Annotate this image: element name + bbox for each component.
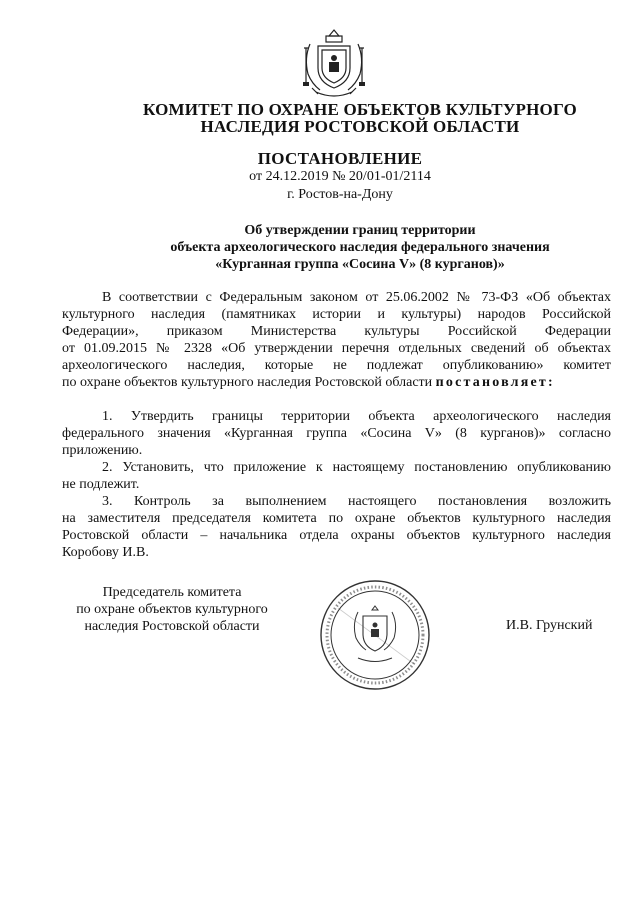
clause-2-line: 2. Установить, что приложение к настоящему постановлению опубликованию: [102, 460, 611, 475]
clause-3-line: 3. Контроль за выполнением настоящего постановления возложить: [102, 494, 611, 509]
clause-3-line: Ростовской области – начальника отдела охраны объектов культурного наследия: [62, 528, 611, 543]
preamble-line: Федерации», приказом Министерства культуры Российской Федерации: [62, 324, 611, 339]
preamble-last-line: [62, 374, 611, 391]
signer-position-line-3: наследия Ростовской области: [84, 619, 260, 634]
clause-3-line: на заместителя председателя комитета по охране объектов культурного наследия: [62, 511, 611, 526]
preamble-line: В соответствии с Федеральным законом от 25.06.2002 № 73-ФЗ «Об объектах: [102, 290, 611, 305]
clause-2-line: не подлежит.: [62, 477, 140, 492]
clause-3-line: Коробову И.В.: [62, 545, 149, 560]
subject-line-2: объекта археологического наследия федерального значения: [170, 240, 550, 255]
subject-line-3: «Курганная группа «Сосина V» (8 курганов)»: [215, 257, 505, 272]
preamble-line: археологического наследия, которые не подлежат опубликованию» комитет: [62, 358, 611, 373]
official-seal-icon: [318, 578, 432, 692]
coat-of-arms-icon: [296, 26, 372, 102]
clause-1-line: 1. Утвердить границы территории объекта археологического наследия: [102, 409, 611, 424]
decree-date-number: от 24.12.2019 № 20/01-01/2114: [249, 169, 431, 184]
subject-line-1: Об утверждении границ территории: [244, 223, 476, 238]
committee-name-line-1: КОМИТЕТ ПО ОХРАНЕ ОБЪЕКТОВ КУЛЬТУРНОГО: [143, 100, 577, 119]
preamble-line: от 01.09.2015 № 2328 «Об утверждении перечня отдельных сведений об объектах: [62, 341, 611, 356]
signer-position-line-2: по охране объектов культурного: [76, 602, 268, 617]
clause-1-line: федерального значения «Курганная группа «Сосина V» (8 курганов)» согласно: [62, 426, 611, 441]
decree-title: ПОСТАНОВЛЕНИЕ: [257, 149, 423, 168]
clause-1-line: приложению.: [62, 443, 143, 458]
preamble-line: по охране объектов культурного наследия Ростовской области: [62, 375, 433, 390]
resolves-word: постановляет:: [435, 375, 555, 390]
decree-city: г. Ростов-на-Дону: [287, 187, 393, 202]
preamble-line: культурного наследия (памятниках истории и культуры) народов Российской: [62, 307, 611, 322]
signer-position-line-1: Председатель комитета: [102, 585, 242, 600]
signer-name: И.В. Грунский: [506, 618, 593, 633]
committee-name-line-2: НАСЛЕДИЯ РОСТОВСКОЙ ОБЛАСТИ: [200, 117, 520, 136]
